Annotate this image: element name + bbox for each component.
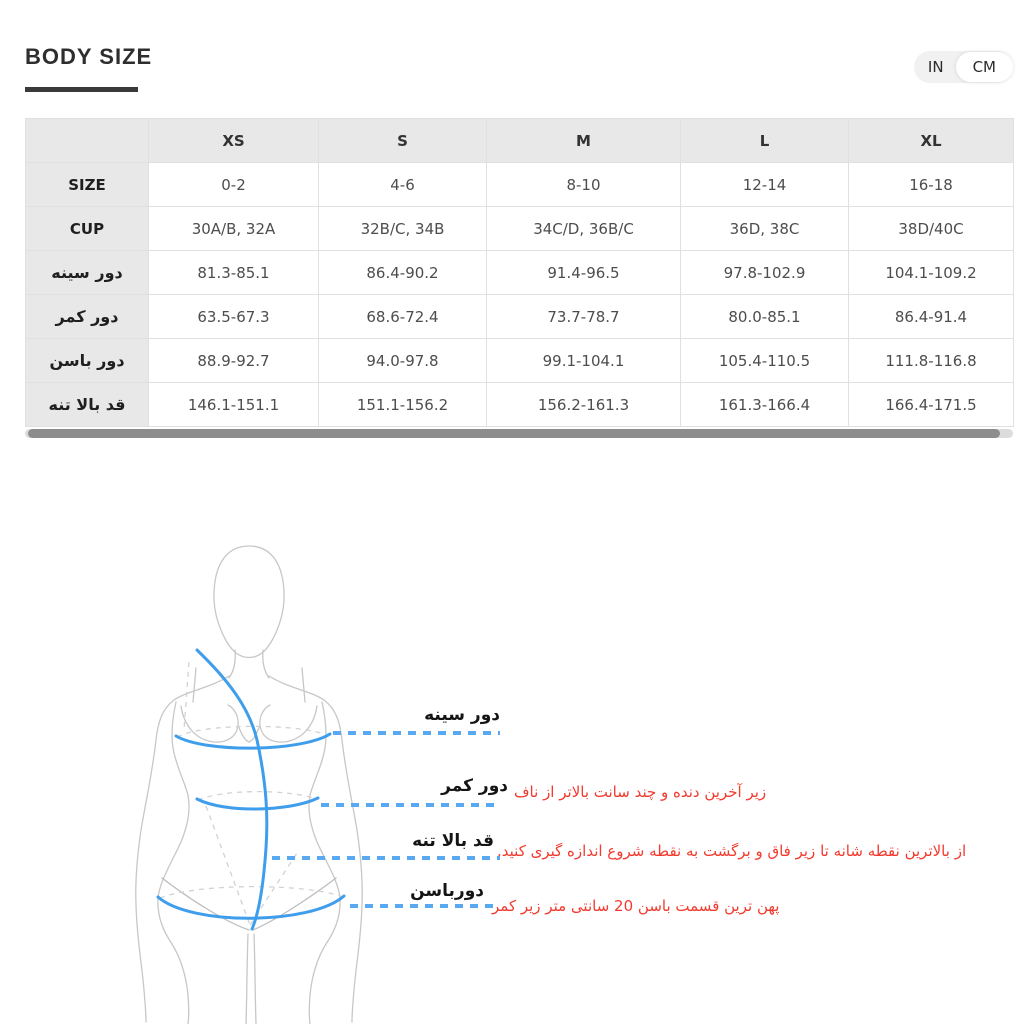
table-row	[26, 339, 1014, 383]
cell: 91.4-96.5	[487, 251, 681, 295]
cell: 166.4-171.5	[849, 383, 1014, 427]
cell: 151.1-156.2	[319, 383, 487, 427]
cell: 12-14	[681, 163, 849, 207]
header-empty-cell	[26, 119, 149, 163]
cell: 36D, 38C	[681, 207, 849, 251]
row-label-hips: دور باسن	[26, 339, 149, 383]
cell: 73.7-78.7	[487, 295, 681, 339]
cell: 156.2-161.3	[487, 383, 681, 427]
cell: 80.0-85.1	[681, 295, 849, 339]
cell: 97.8-102.9	[681, 251, 849, 295]
cell: 38D/40C	[849, 207, 1014, 251]
page-title: BODY SIZE	[25, 44, 153, 69]
waist-note: زیر آخرین دنده و چند سانت بالاتر از ناف	[514, 783, 767, 801]
table-row	[26, 163, 1014, 207]
cell: 63.5-67.3	[149, 295, 319, 339]
cell: 34C/D, 36B/C	[487, 207, 681, 251]
unit-in-button[interactable]: IN	[927, 58, 944, 76]
cell: 146.1-151.1	[149, 383, 319, 427]
cell: 86.4-91.4	[849, 295, 1014, 339]
hips-label: دورباسن	[410, 881, 484, 901]
waist-label: دور کمر	[441, 776, 508, 796]
row-label-size: SIZE	[26, 163, 149, 207]
cell: 81.3-85.1	[149, 251, 319, 295]
torso-label: قد بالا تنه	[412, 831, 494, 851]
cell: 161.3-166.4	[681, 383, 849, 427]
header-m: M	[487, 119, 681, 163]
cell: 111.8-116.8	[849, 339, 1014, 383]
cell: 8-10	[487, 163, 681, 207]
table-row	[26, 383, 1014, 427]
cell: 30A/B, 32A	[149, 207, 319, 251]
cell: 99.1-104.1	[487, 339, 681, 383]
torso-note: از بالاترین نقطه شانه تا زیر فاق و برگشت به نقطه شروع اندازه گیری کنید.	[497, 842, 967, 860]
cell: 105.4-110.5	[681, 339, 849, 383]
cell: 68.6-72.4	[319, 295, 487, 339]
table-scrollbar-track[interactable]	[25, 429, 1013, 438]
header-xl: XL	[849, 119, 1014, 163]
cell: 104.1-109.2	[849, 251, 1014, 295]
unit-cm-button[interactable]: CM	[956, 52, 1013, 82]
title-underline	[25, 87, 138, 92]
table-row	[26, 251, 1014, 295]
table-header-row	[26, 119, 1014, 163]
size-table	[25, 118, 1013, 427]
cell: 94.0-97.8	[319, 339, 487, 383]
header-s: S	[319, 119, 487, 163]
hips-note: پهن ترین قسمت باسن 20 سانتی متر زیر کمر	[492, 897, 780, 915]
cell: 4-6	[319, 163, 487, 207]
cell: 86.4-90.2	[319, 251, 487, 295]
table-row	[26, 207, 1014, 251]
row-label-chest: دور سینه	[26, 251, 149, 295]
header-xs: XS	[149, 119, 319, 163]
table-row	[26, 295, 1014, 339]
chest-label: دور سینه	[424, 705, 500, 725]
row-label-cup: CUP	[26, 207, 149, 251]
header-l: L	[681, 119, 849, 163]
cell: 16-18	[849, 163, 1014, 207]
unit-toggle[interactable]	[914, 51, 1013, 83]
cell: 88.9-92.7	[149, 339, 319, 383]
row-label-waist: دور کمر	[26, 295, 149, 339]
cell: 32B/C, 34B	[319, 207, 487, 251]
row-label-torso: قد بالا تنه	[26, 383, 149, 427]
cell: 0-2	[149, 163, 319, 207]
table-scrollbar-thumb[interactable]	[28, 429, 1000, 438]
